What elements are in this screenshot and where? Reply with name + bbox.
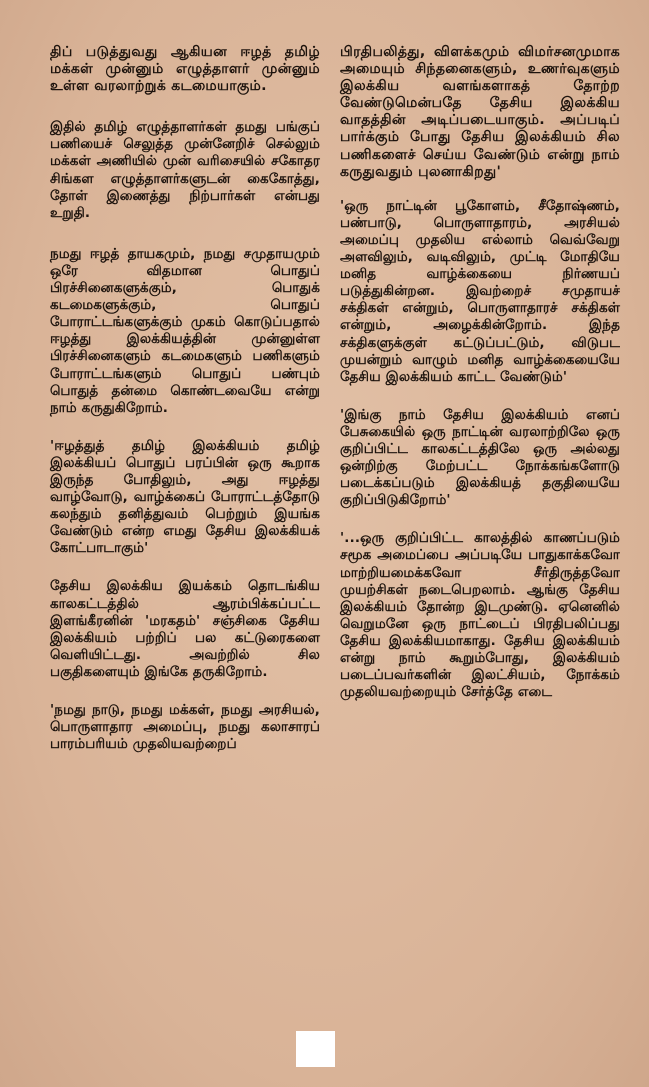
quotation-paragraph: 'நமது நாடு, நமது மக்கள், நமது அரசியல், பொருளாதார அமைப்பு, நமது கலாசாரப் பாரம்பரியம் முதலியவற்றைப் [50,703,320,753]
page-number-box [296,1031,335,1067]
text-column-left [50,44,320,753]
text-column-right [340,44,620,701]
quotation-paragraph: '...ஒரு குறிப்பிட்ட காலத்தில் காணப்படும் சமூக அமைப்பை அப்படியே பாதுகாக்கவோ மாற்றியமைக்கவோ சீர்திருத்தவோ முயற்சிகள் நடைபெறலாம். ஆங்கு தேசிய இலக்கியம் தோன்ற இடமுண்டு. ஏனெனில் வெறுமனே ஒரு நாட்டைப் பிரதிபலிப்பது தேசிய இலக்கியமாகாது. தேசிய இலக்கியம் என்று நாம் கூறும்போது, இலக்கியம் படைப்பவர்களின் இலட்சியம், நோக்கம் முதலியவற்றையும் சேர்த்தே எடை [340,531,620,701]
paragraph: திப் படுத்துவது ஆகியன ஈழத் தமிழ் மக்கள் முன்னும் எழுத்தாளர் முன்னும் உள்ள வரலாற்றுக் கடமையாகும். [50,44,320,95]
paragraph: பிரதிபலித்து, விளக்கமும் விமர்சனமுமாக அமையும் சிந்தனைகளும், உணர்வுகளும் இலக்கிய வளங்களாகத் தோற்ற வேண்டுமென்பதே தேசிய இலக்கிய வாதத்தின் அடிப்படையாகும். அப்படிப் பார்க்கும் போது தேசிய இலக்கியம் சில பணிகளைச் செய்ய வேண்டும் என்று நாம் கருதுவதும் புலனாகிறது' [340,44,620,180]
paragraph: தேசிய இலக்கிய இயக்கம் தொடங்கிய காலகட்டத்தில் ஆரம்பிக்கப்பட்ட இளங்கீரனின் 'மரகதம்' சஞ்சிகை தேசிய இலக்கியம் பற்றிப் பல கட்டுரைகளை வெளியிட்டது. அவற்றில் சில பகுதிகளையும் இங்கே தருகிறோம். [50,579,320,680]
paragraph: நமது ஈழத் தாயகமும், நமது சமுதாயமும் ஒரே விதமான பொதுப் பிரச்சினைகளுக்கும், பொதுக் கடமைகளுக்கும், பொதுப் போராட்டங்களுக்கும் முகம் கொடுப்பதால் ஈழத்து இலக்கியத்தின் முன்னுள்ள பிரச்சினைகளும் கடமைகளும் பணிகளும் போராட்டங்களும் பொதுப் பண்பும் பொதுத் தன்மை கொண்டவையே என்று நாம் கருதுகிறோம். [50,246,320,416]
quotation-paragraph: 'ஈழத்துத் தமிழ் இலக்கியம் தமிழ் இலக்கியப் பொதுப் பரப்பின் ஒரு கூறாக இருந்த போதிலும், அது ஈழத்து வாழ்வோடு, வாழ்க்கைப் போராட்டத்தோடு கலந்தும் தனித்துவம் பெற்றும் இயங்க வேண்டும் என்ற எமது தேசிய இலக்கியக் கோட்பாடாகும்' [50,438,320,557]
quotation-paragraph: 'இங்கு நாம் தேசிய இலக்கியம் எனப் பேசுகையில் ஒரு நாட்டின் வரலாற்றிலே ஒரு குறிப்பிட்ட காலகட்டத்திலே ஒரு அல்லது ஒன்றிற்கு மேற்பட்ட நோக்கங்களோடு படைக்கப்படும் இலக்கியத் தகுதியையே குறிப்பிடுகிறோம்' [340,407,620,509]
quotation-paragraph: 'ஒரு நாட்டின் பூகோளம், சீதோஷ்ணம், பண்பாடு, பொருளாதாரம், அரசியல் அமைப்பு முதலிய எல்லாம் வெவ்வேறு அளவிலும், வடிவிலும், முட்டி மோதியே மனித வாழ்க்கையை நிர்ணயப் படுத்துகின்றன. இவற்றைச் சமுதாயச் சக்திகள் என்றும், பொருளாதாரச் சக்திகள் என்றும், அழைக்கின்றோம். இந்த சக்திகளுக்குள் கட்டுப்பட்டும், விடுபட முயன்றும் வாழும் மனித வாழ்க்கையையே தேசிய இலக்கியம் காட்ட வேண்டும்' [340,198,620,385]
paragraph: இதில் தமிழ் எழுத்தாளர்கள் தமது பங்குப் பணியைச் செலுத்த முன்னேறிச் செல்லும் மக்கள் அணியில் முன் வரிசையில் சகோதர சிங்கள எழுத்தாளர்களுடன் கைகோத்து, தோள் இணைத்து நிற்பார்கள் என்பது உறுதி. [50,120,320,221]
